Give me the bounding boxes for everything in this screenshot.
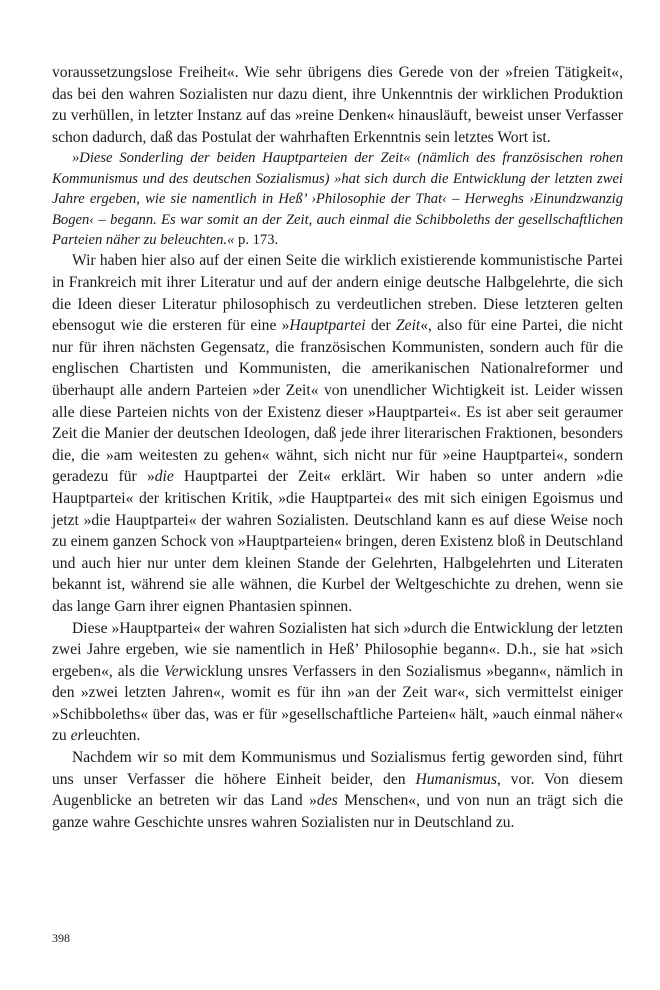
paragraph-text: leuchten. xyxy=(83,727,141,745)
paragraph-text: Nachdem wir so mit dem Kommunismus und Sozialismus fertig geworden sind, führt uns unser Verfasser die höhere Einheit beider, den xyxy=(52,749,623,788)
paragraph-text: , vor. Von diesem Augenblicke an betreten wir das Land » xyxy=(52,770,623,810)
paragraph-1 xyxy=(52,62,623,148)
emphasis: die xyxy=(154,468,174,486)
paragraph-text: Diese »Hauptpartei« der wahren Sozialisten hat sich »durch die Entwicklung der letzten zwei Jahre ergeben, wie sie namentlich in Heß’ Philosophie begann«. D.h., sie hat »sich ergeben«, als die xyxy=(52,619,623,680)
emphasis: Ver xyxy=(164,662,185,680)
paragraph-text: Menschen«, und von nun an trägt sich die ganze wahre Geschichte unsres wahren Sozialisten nur in Deutschland zu. xyxy=(52,792,623,831)
emphasis: Humanismus xyxy=(415,770,497,788)
emphasis: des xyxy=(316,792,338,810)
quote-page-reference: p. 173. xyxy=(238,232,279,248)
quote-text: »Diese Sonderling der beiden Hauptparteien der Zeit« (nämlich des französischen rohen Kommunismus und des deutschen Sozialismus) »hat sich durch die Entwicklung der letzten zwei Jahre ergeben, wie sie namentlich in Heß’ ›Philosophie der That‹ – Herweghs ›Einundzwanzig Bogen‹ – begann. Es war somit an der Zeit, auch einmal die Schibboleths der gesellschaftlichen Parteien näher zu beleuchten.« xyxy=(52,150,623,248)
paragraph-text: voraussetzungslose Freiheit«. Wie sehr übrigens dies Gerede von der »freien Tätigkeit«, das bei den wahren Sozialisten nur dazu dient, ihre Unkenntnis der wirklichen Produktion zu verhüllen, in letzter Instanz auf das »reine Denken« hinausläuft, beweist unser Verfasser schon dadurch, daß das Postulat der wahrhaften Erkenntnis sein letztes Wort ist. xyxy=(52,64,623,146)
paragraph-text: «, also für eine Partei, die nicht nur für ihren nächsten Gegensatz, die französischen Kommunisten, sondern auch für die englischen Chartisten und Kommunisten, die amerikanischen Nationalreformer und überhaupt alle andern Parteien »der Zeit« von unendlicher Wichtigkeit ist. Leider wissen alle diese Parteien nichts von der Existenz dieser »Hauptpartei«. Es ist aber seit geraumer Zeit die Manier der deutschen Ideologen, daß jede ihrer literarischen Fraktionen, besonders die, die »am weitesten zu gehen« wähnt, sich nicht nur für »eine Hauptpartei«, sondern geradezu für » xyxy=(52,317,623,486)
block-quote xyxy=(52,148,623,250)
emphasis: er xyxy=(70,727,84,745)
paragraph-text: der xyxy=(365,317,396,335)
paragraph-3 xyxy=(52,250,623,617)
paragraph-text: Wir haben hier also auf der einen Seite die wirklich existierende kommunistische Partei in Frankreich mit ihrer Literatur und auf der andern einige deutsche Halbgelehrte, die sich die Ideen dieser Literatur philosophisch zu verdeutlichen streben. Diese letzteren gelten ebensogut wie die ersteren für eine » xyxy=(52,252,623,335)
paragraph-text: Hauptpartei der Zeit« erklärt. Wir haben so unter andern »die Hauptpartei« der kritischen Kritik, »die Hauptpartei« des mit sich einigen Egoismus und jetzt »die Hauptpartei« der wahren Sozialisten. Deutschland kann es auf diese Weise noch zu einem ganzen Schock von »Hauptparteien« bringen, deren Existenz bloß in Deutschland und auch hier nur unter dem kleinen Stande der Gelehrten, Halbgelehrten und Literaten bekannt ist, während sie alle wähnen, die Kurbel der Weltgeschichte zu drehen, wenn sie das lange Garn ihrer eignen Phantasien spinnen. xyxy=(52,468,624,615)
page-body xyxy=(52,62,623,833)
paragraph-5 xyxy=(52,747,623,833)
emphasis: Hauptpartei xyxy=(289,317,366,335)
paragraph-text: wicklung unsres Verfassers in den Sozialismus »begann«, nämlich in den »zwei letzten Jahren«, womit es für ihn »an der Zeit war«, sich vermittelst einiger »Schibboleths« über das, was er für »gesellschaftliche Parteien« hält, »auch einmal näher« zu xyxy=(52,662,623,745)
page-number: 398 xyxy=(52,931,70,945)
paragraph-4 xyxy=(52,618,623,748)
emphasis: Zeit xyxy=(395,317,421,335)
